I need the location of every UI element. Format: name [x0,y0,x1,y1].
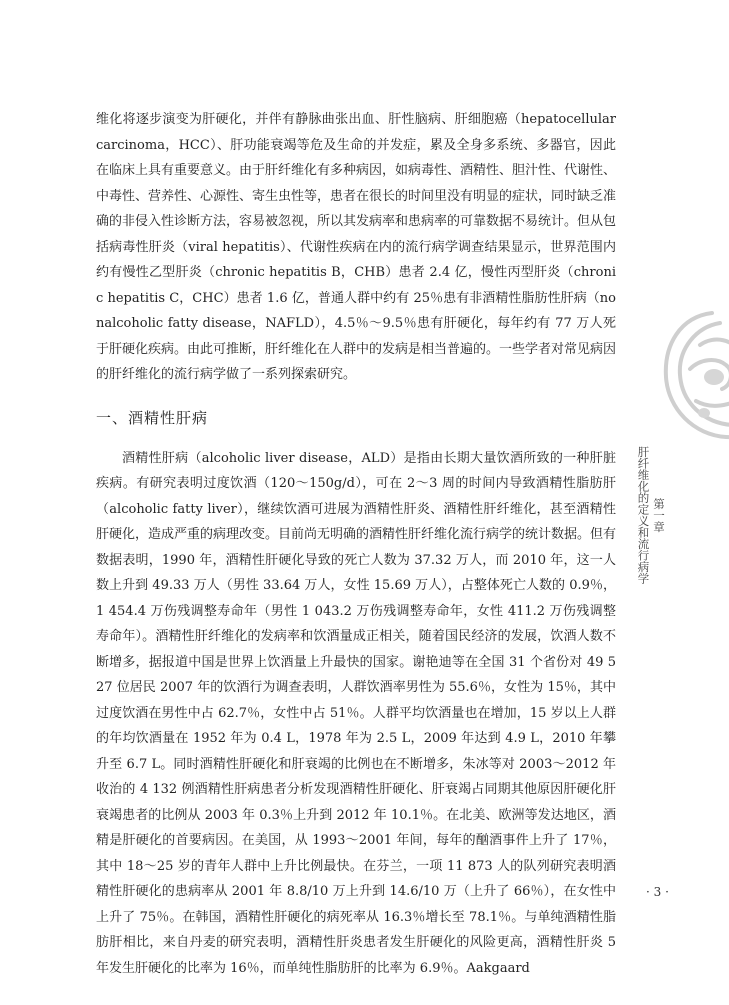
body-text [96,107,616,981]
chapter-number: 第一章 [652,497,666,533]
section-heading: 一、酒精性肝病 [96,408,209,427]
chapter-side-title [636,446,666,584]
page-number: · 3 · [646,885,669,899]
decorative-seal-icon [660,305,729,445]
chapter-title: 肝纤维化的定义和流行病学 [636,446,651,584]
intro-paragraph: 维化将逐步演变为肝硬化，并伴有静脉曲张出血、肝性脑病、肝细胞癌（hepatocellular carcinoma，HCC）、肝功能衰竭等危及生命的并发症，累及全身多系统、多器官，因此在临床上具有重要意义。由于肝纤维化有多种病因，如病毒性、酒精性、胆汁性、代谢性、中毒性、营养性、心源性、寄生虫性等，患者在很长的时间里没有明显的症状，同时缺乏准确的非侵入性诊断方法，容易被忽视，所以其发病率和患病率的可靠数据不易统计。但从包括病毒性肝炎（viral hepatitis）、代谢性疾病在内的流行病学调查结果显示，世界范围内约有慢性乙型肝炎（chronic hepatitis B，CHB）患者 2.4 亿，慢性丙型肝炎（chronic hepatitis C，CHC）患者 1.6 亿，普通人群中约有 25％患有非酒精性脂肪性肝病（nonalcoholic fatty disease，NAFLD），4.5％～9.5％患有肝硬化，每年约有 77 万人死于肝硬化疾病。由此可推断，肝纤维化在人群中的发病是相当普遍的。一些学者对常见病因的肝纤维化的流行病学做了一系列探索研究。 [96,112,617,382]
section-paragraph: 酒精性肝病（alcoholic liver disease，ALD）是指由长期大量饮酒所致的一种肝脏疾病。有研究表明过度饮酒（120～150g/d），可在 2～3 周的时间内导致酒精性脂肪肝（alcoholic fatty liver），继续饮酒可进展为酒精性肝炎、酒精性肝纤维化，甚至酒精性肝硬化，造成严重的病理改变。目前尚无明确的酒精性肝纤维化流行病学的统计数据。但有数据表明，1990 年，酒精性肝硬化导致的死亡人数为 37.32 万人，而 2010 年，这一人数上升到 49.33 万人（男性 33.64 万人，女性 15.69 万人），占整体死亡人数的 0.9％，1 454.4 万伤残调整寿命年（男性 1 043.2 万伤残调整寿命年，女性 411.2 万伤残调整寿命年）。酒精性肝纤维化的发病率和饮酒量成正相关，随着国民经济的发展，饮酒人数不断增多，据报道中国是世界上饮酒量上升最快的国家。谢艳迪等在全国 31 个省份对 49 527 位居民 2007 年的饮酒行为调查表明，人群饮酒率男性为 55.6％，女性为 15％，其中过度饮酒在男性中占 62.7％，女性中占 51％。人群平均饮酒量也在增加，15 岁以上人群的年均饮酒量在 1952 年为 0.4 L，1978 年为 2.5 L，2009 年达到 4.9 L，2010 年攀升至 6.7 L。同时酒精性肝硬化和肝衰竭的比例也在不断增多，朱冰等对 2003～2012 年收治的 4 132 例酒精性肝病患者分析发现酒精性肝硬化、肝衰竭占同期其他原因肝硬化肝衰竭患者的比例从 2003 年 0.3％上升到 2012 年 10.1％。在北美、欧洲等发达地区，酒精是肝硬化的首要病因。在美国，从 1993～2001 年间，每年的酗酒事件上升了 17％，其中 18～25 岁的青年人群中上升比例最快。在芬兰，一项 11 873 人的队列研究表明酒精性肝硬化的患病率从 2001 年 8.8/10 万上升到 14.6/10 万（上升了 66％），在女性中上升了 75％。在韩国，酒精性肝硬化的病死率从 16.3％增长至 78.1％。与单纯酒精性脂肪肝相比，来自丹麦的研究表明，酒精性肝炎患者发生肝硬化的风险更高，酒精性肝炎 5 年发生肝硬化的比率为 16％，而单纯性脂肪肝的比率为 6.9％。Aakgaard [96,450,617,976]
